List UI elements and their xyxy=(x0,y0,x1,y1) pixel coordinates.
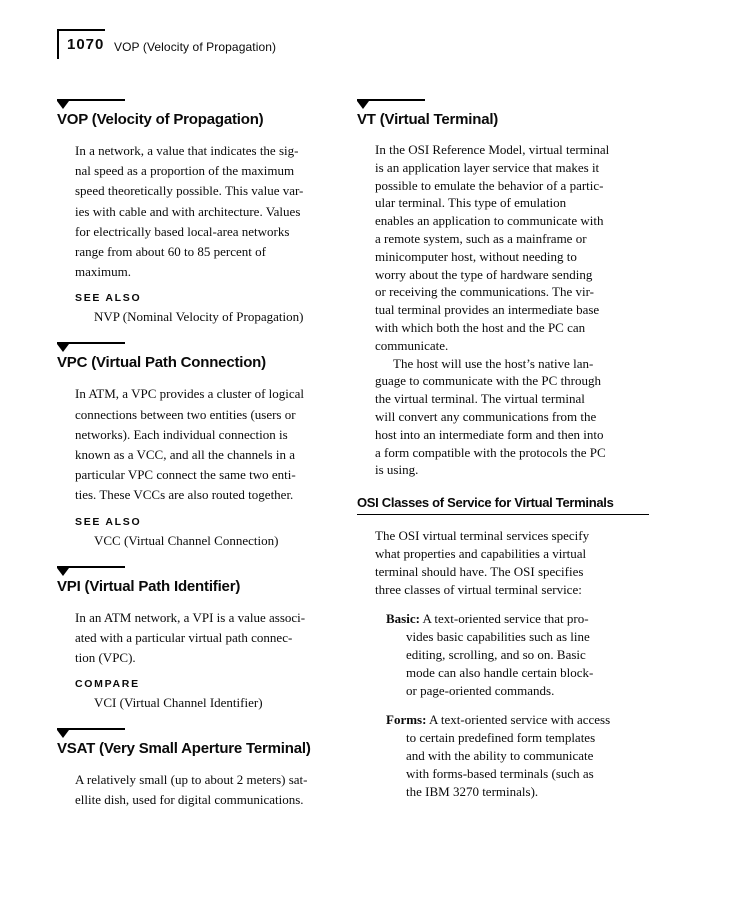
crossref-label: SEE ALSO xyxy=(75,515,142,528)
body-line: what properties and capabilities a virtual xyxy=(375,545,587,561)
term-item-line: vides basic capabilities such as line xyxy=(406,629,590,645)
body-line: range from about 60 to 85 percent of xyxy=(75,244,266,260)
right-column xyxy=(357,99,649,800)
entry-section xyxy=(57,99,349,326)
subheading-title: OSI Classes of Service for Virtual Terminals xyxy=(357,495,649,515)
paragraph xyxy=(75,608,349,669)
body-line: three classes of virtual terminal service: xyxy=(375,581,582,597)
crossref-item: NVP (Nominal Velocity of Propagation) xyxy=(94,309,304,325)
entry-section xyxy=(57,566,349,713)
entry-marker-icon xyxy=(57,728,125,739)
body-line: ated with a particular virtual path connec- xyxy=(75,629,293,645)
crossref-label: SEE ALSO xyxy=(75,292,142,305)
term-label: Basic: xyxy=(386,611,420,627)
body-line: for electrically based local-area networks xyxy=(75,223,290,239)
body-line: the virtual terminal. The virtual terminal xyxy=(375,391,585,407)
term-item-line: with forms-based terminals (such as xyxy=(406,765,594,781)
paragraph xyxy=(375,141,649,355)
term-item xyxy=(386,610,649,699)
body-line: ies with cable and with architecture. Values xyxy=(75,203,301,219)
body-line: networks). Each individual connection is xyxy=(75,426,288,442)
body-line: In an ATM network, a VPI is a value associ- xyxy=(75,609,306,625)
entry-title: VPI (Virtual Path Identifier) xyxy=(57,577,241,595)
body-line: a remote system, such as a mainframe or xyxy=(375,230,587,246)
body-line: possible to emulate the behavior of a partic- xyxy=(375,177,604,193)
body-line: host into an intermediate form and then into xyxy=(375,426,604,442)
body-line: guage to communicate with the PC through xyxy=(375,373,602,389)
body-line: In a network, a value that indicates the sig- xyxy=(75,143,299,158)
body-line: ellite dish, used for digital communications. xyxy=(75,792,304,808)
body-line: known as a VCC, and all the channels in a xyxy=(75,447,295,463)
body-line: The OSI virtual terminal services specify xyxy=(375,528,590,544)
term-item-line: mode can also handle certain block- xyxy=(406,664,594,680)
paragraph xyxy=(75,141,349,282)
paragraph xyxy=(375,355,649,480)
entry-title: VSAT (Very Small Aperture Terminal) xyxy=(57,740,311,758)
body-line: tual terminal provides an intermediate base xyxy=(375,302,600,318)
body-line: communicate. xyxy=(375,337,449,353)
body-line: with which both the host and the PC can xyxy=(375,319,586,335)
body-line: The host will use the host’s native lan- xyxy=(393,355,594,371)
term-item-line: to certain predefined form templates xyxy=(406,730,596,746)
body-line: tion (VPC). xyxy=(75,650,136,666)
body-line: ular terminal. This type of emulation xyxy=(375,195,567,211)
body-line: enables an application to communicate with xyxy=(375,213,604,229)
entry-marker-icon xyxy=(357,99,425,110)
body-line: particular VPC connect the same two enti- xyxy=(75,467,296,483)
body-line: is using. xyxy=(375,462,419,478)
left-column xyxy=(57,99,349,811)
body-line: A relatively small (up to about 2 meters) sat- xyxy=(75,772,308,788)
term-item-line: the IBM 3270 terminals). xyxy=(406,783,539,799)
paragraph xyxy=(375,527,649,598)
body-line: connections between two entities (users or xyxy=(75,406,296,422)
body-line: maximum. xyxy=(75,264,131,280)
entry-section xyxy=(57,728,349,810)
entry-marker-icon xyxy=(57,99,125,110)
body-line: will convert any communications from the xyxy=(375,408,597,424)
entry-title: VPC (Virtual Path Connection) xyxy=(57,354,266,372)
crossref-item: VCC (Virtual Channel Connection) xyxy=(94,532,279,548)
body-line: speed theoretically possible. This value var- xyxy=(75,183,304,199)
running-title: VOP (Velocity of Propagation) xyxy=(114,40,277,54)
body-line: worry about the type of hardware sending xyxy=(375,266,593,282)
crossref-item: VCI (Virtual Channel Identifier) xyxy=(94,695,263,711)
body-line: minicomputer host, without needing to xyxy=(375,248,577,264)
body-line: terminal should have. The OSI specifies xyxy=(375,563,584,579)
entry-section xyxy=(57,342,349,549)
body-line: nal speed as a proportion of the maximum xyxy=(75,163,295,179)
subheading-section xyxy=(357,495,649,800)
body-line: a form compatible with the protocols the PC xyxy=(375,444,606,460)
entry-title: VOP (Velocity of Propagation) xyxy=(57,111,264,128)
entry-title: VT (Virtual Terminal) xyxy=(357,111,499,128)
paragraph xyxy=(75,770,349,810)
term-item-line: and with the ability to communicate xyxy=(406,747,594,763)
body-line: is an application layer service that makes it xyxy=(375,159,600,175)
term-item-line: or page-oriented commands. xyxy=(406,682,555,698)
entry-marker-icon xyxy=(57,342,125,353)
term-item-line: editing, scrolling, and so on. Basic xyxy=(406,646,586,662)
entry-section xyxy=(357,99,649,479)
header-corner-rule-vertical xyxy=(57,29,59,59)
body-line: ties. These VCCs are also routed together. xyxy=(75,487,294,503)
body-line: or receiving the communications. The vir- xyxy=(375,284,594,300)
term-item xyxy=(386,711,649,800)
header-corner-rule-horizontal xyxy=(57,29,105,31)
crossref-label: COMPARE xyxy=(75,678,140,691)
term-label: Forms: xyxy=(386,712,427,728)
term-item-line: Forms: A text-oriented service with access xyxy=(386,712,611,728)
term-item-line: Basic: A text-oriented service that pro- xyxy=(386,611,589,627)
page-number: 1070 xyxy=(67,36,105,53)
entry-marker-icon xyxy=(57,566,125,577)
body-line: In the OSI Reference Model, virtual terminal xyxy=(375,142,610,157)
body-line: In ATM, a VPC provides a cluster of logical xyxy=(75,386,305,402)
paragraph xyxy=(75,384,349,505)
